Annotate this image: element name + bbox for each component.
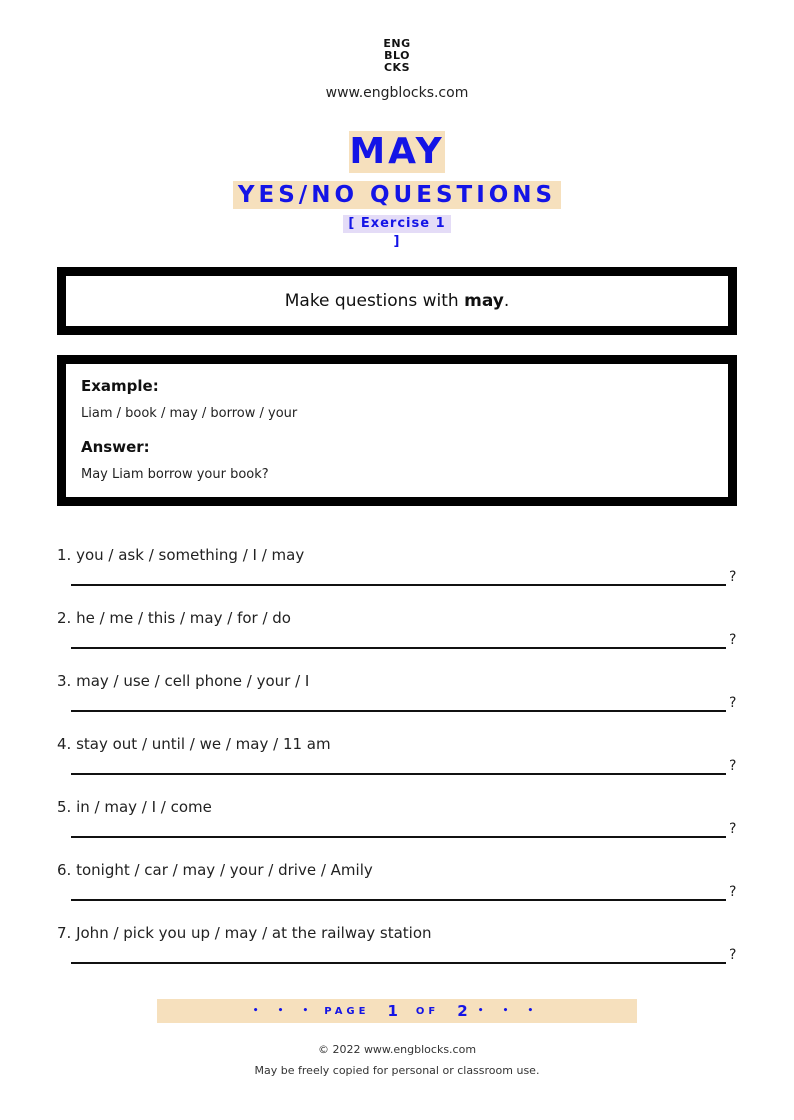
- question-mark: ?: [729, 632, 737, 648]
- example-label: Example:: [81, 377, 159, 395]
- question-item: [57, 546, 737, 606]
- question-item: [57, 735, 737, 795]
- example-box: [57, 355, 737, 506]
- copyright-text: © 2022 www.engblocks.com: [317, 1043, 477, 1056]
- question-item: [57, 609, 737, 669]
- question-prompt: 1. you / ask / something / I / may: [57, 546, 305, 564]
- worksheet-subtitle: YES/NO QUESTIONS: [233, 181, 561, 209]
- site-url[interactable]: www.engblocks.com: [325, 85, 469, 101]
- example-text: Liam / book / may / borrow / your: [81, 406, 298, 421]
- answer-line[interactable]: [71, 773, 726, 775]
- answer-label: Answer:: [81, 438, 150, 456]
- exercise-label: [ Exercise 1 ]: [343, 215, 451, 233]
- question-prompt: 4. stay out / until / we / may / 11 am: [57, 735, 331, 753]
- worksheet-title: MAY: [349, 131, 445, 172]
- question-mark: ?: [729, 569, 737, 585]
- answer-line[interactable]: [71, 962, 726, 964]
- question-item: [57, 672, 737, 732]
- page-word: PAGE: [324, 1005, 370, 1017]
- question-mark: ?: [729, 758, 737, 774]
- question-prompt: 2. he / me / this / may / for / do: [57, 609, 291, 627]
- instruction-suffix: .: [503, 291, 510, 311]
- total-page-number: 2: [457, 1002, 468, 1020]
- answer-line[interactable]: [71, 899, 726, 901]
- current-page-number: 1: [387, 1002, 398, 1020]
- instruction-keyword: may: [464, 291, 504, 311]
- question-mark: ?: [729, 695, 737, 711]
- logo-line-3: CKS: [383, 61, 411, 74]
- instruction-prefix: Make questions with: [284, 291, 459, 311]
- question-prompt: 5. in / may / I / come: [57, 798, 212, 816]
- question-item: [57, 861, 737, 921]
- license-text: May be freely copied for personal or classroom use.: [254, 1064, 540, 1077]
- question-prompt: 6. tonight / car / may / your / drive / Amily: [57, 861, 373, 879]
- answer-text: May Liam borrow your book?: [81, 467, 269, 482]
- answer-line[interactable]: [71, 710, 726, 712]
- page-dots-left: • • •: [252, 1006, 317, 1016]
- of-word: OF: [415, 1005, 440, 1017]
- page-indicator: [157, 999, 637, 1023]
- question-item: [57, 924, 737, 984]
- logo-line-1: ENG: [383, 37, 411, 50]
- question-mark: ?: [729, 884, 737, 900]
- question-item: [57, 798, 737, 858]
- page-dots-right: • • •: [477, 1006, 542, 1016]
- engblocks-logo: [0, 38, 794, 74]
- question-mark: ?: [729, 821, 737, 837]
- answer-line[interactable]: [71, 836, 726, 838]
- answer-line[interactable]: [71, 647, 726, 649]
- instruction-box: [57, 267, 737, 335]
- question-prompt: 7. John / pick you up / may / at the railway station: [57, 924, 432, 942]
- logo-line-2: BLO: [384, 49, 410, 62]
- question-mark: ?: [729, 947, 737, 963]
- answer-line[interactable]: [71, 584, 726, 586]
- question-prompt: 3. may / use / cell phone / your / I: [57, 672, 310, 690]
